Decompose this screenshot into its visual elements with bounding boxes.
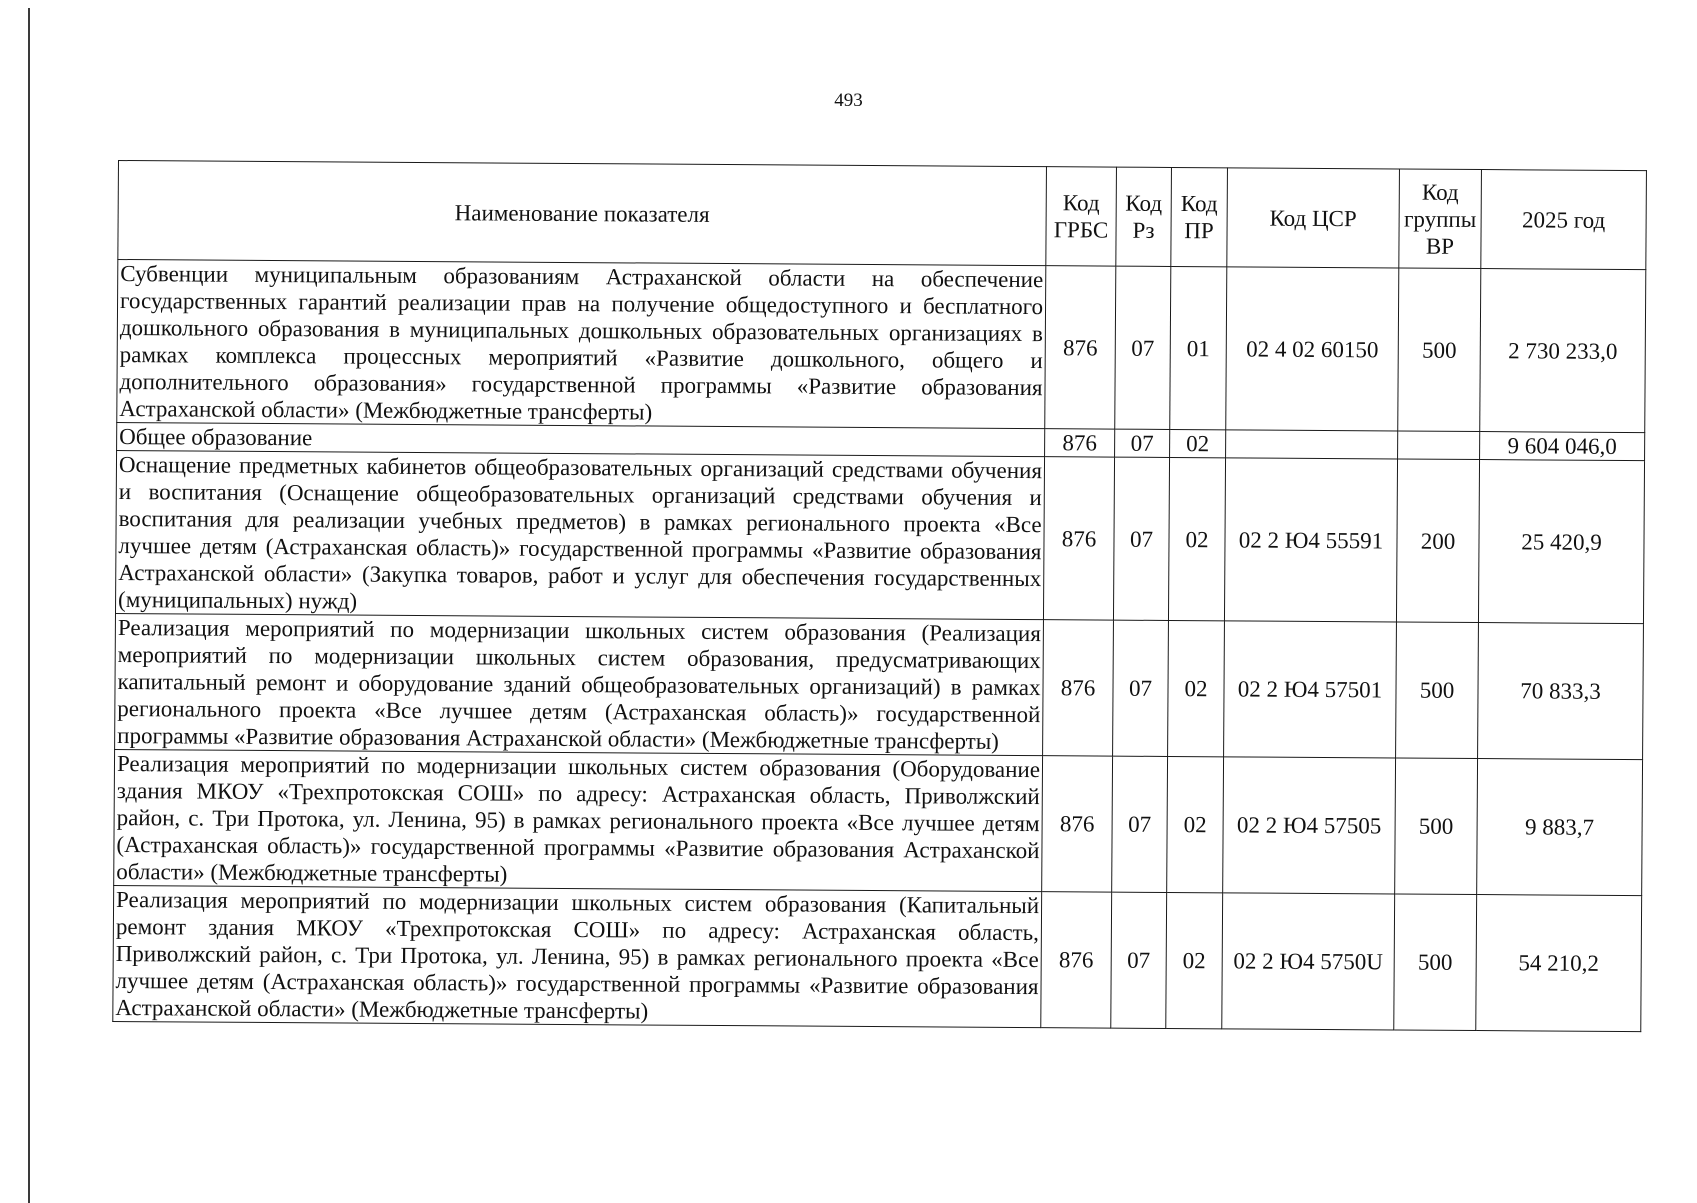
row-csr: 02 2 Ю4 55591 — [1224, 458, 1397, 622]
row-name: Реализация мероприятий по модернизации школьных систем образования (Капитальный ремонт здания МКОУ «Трехпротокская СОШ» по адресу: Астраханская область, Приволжский район, с. Три Протока, ул. Ленина, 95) в рамках регионального проекта «Все лучшее детям (Астраханская область)» государственной программы «Развитие образования Астраханской области» (Межбюджетные трансферты) — [113, 885, 1042, 1027]
row-grbs: 876 — [1042, 756, 1113, 892]
header-rz: Код Рз — [1116, 167, 1172, 266]
header-pr: Код ПР — [1171, 167, 1228, 266]
table-header-row — [118, 161, 1647, 270]
header-vr: Код группы ВР — [1399, 169, 1482, 269]
budget-table — [112, 160, 1647, 1032]
header-year: 2025 год — [1481, 170, 1647, 270]
row-grbs: 876 — [1045, 266, 1116, 429]
row-pr: 02 — [1166, 892, 1223, 1028]
row-grbs: 876 — [1043, 620, 1114, 756]
row-vr: 200 — [1396, 459, 1479, 623]
row-grbs: 876 — [1043, 457, 1114, 620]
row-rz: 07 — [1113, 457, 1169, 620]
row-csr: 02 2 Ю4 57501 — [1224, 621, 1397, 758]
row-vr: 500 — [1398, 268, 1481, 432]
row-pr: 02 — [1168, 457, 1225, 620]
header-grbs: Код ГРБС — [1046, 167, 1117, 266]
row-vr: 500 — [1395, 758, 1478, 895]
row-csr: 02 2 Ю4 57505 — [1223, 757, 1396, 894]
row-name: Общее образование — [117, 422, 1045, 456]
row-grbs: 876 — [1041, 892, 1112, 1028]
table-row — [114, 749, 1643, 895]
row-name: Оснащение предметных кабинетов общеобразовательных организаций средствами обучения и воспитания (Оснащение общеобразовательных организаций средствами обучения и воспитания для реализации учебных предметов) в рамках регионального проекта «Все лучшее детям (Астраханская область)» государственной программы «Развитие образования Астраханской области» (Закупка товаров, работ и услуг для обеспечения государственных (муниципальных) нужд) — [115, 450, 1044, 619]
table-row — [115, 450, 1644, 623]
row-pr: 01 — [1170, 266, 1227, 429]
row-csr: 02 2 Ю4 5750U — [1222, 893, 1395, 1030]
row-rz: 07 — [1115, 266, 1171, 429]
header-name: Наименование показателя — [118, 161, 1047, 266]
row-amount: 25 420,9 — [1478, 460, 1644, 624]
row-rz: 07 — [1112, 756, 1168, 892]
header-csr: Код ЦСР — [1227, 168, 1400, 268]
row-pr: 02 — [1170, 429, 1226, 457]
row-csr — [1226, 430, 1398, 459]
row-pr: 02 — [1168, 620, 1225, 756]
row-rz: 07 — [1111, 892, 1167, 1028]
row-name: Реализация мероприятий по модернизации школьных систем образования (Оборудование здания МКОУ «Трехпротокская СОШ» по адресу: Астраханская область, Приволжский район, с. Три Протока, ул. Ленина, 95) в рамках регионального проекта «Все лучшее детям (Астраханская область)» государственной программы «Развитие образования Астраханской области» (Межбюджетные трансферты) — [114, 749, 1043, 891]
row-pr: 02 — [1167, 756, 1224, 892]
row-amount: 9 604 046,0 — [1480, 432, 1645, 461]
table-row — [117, 260, 1646, 433]
table-row — [115, 613, 1644, 759]
row-grbs: 876 — [1045, 429, 1115, 457]
row-csr: 02 4 02 60150 — [1226, 267, 1399, 431]
row-vr — [1398, 431, 1480, 460]
page-number: 493 — [834, 90, 863, 111]
row-amount: 9 883,7 — [1477, 759, 1643, 896]
scan-edge-line — [28, 8, 30, 1203]
table-row — [113, 885, 1642, 1031]
row-amount: 54 210,2 — [1476, 895, 1642, 1032]
row-amount: 2 730 233,0 — [1480, 269, 1646, 433]
row-rz: 07 — [1115, 429, 1170, 457]
row-name: Реализация мероприятий по модернизации школьных систем образования (Реализация мероприятий по модернизации школьных систем образования, предусматривающих капитальный ремонт и оборудование зданий общеобразовательных организаций) в рамках регионального проекта «Все лучшее детям (Астраханская область)» государственной программы «Развитие образования Астраханской области» (Межбюджетные трансферты) — [115, 613, 1044, 755]
row-vr: 500 — [1394, 894, 1477, 1031]
row-amount: 70 833,3 — [1478, 623, 1644, 760]
row-rz: 07 — [1113, 620, 1169, 756]
row-vr: 500 — [1396, 622, 1479, 759]
row-name: Субвенции муниципальным образованиям Астраханской области на обеспечение государственных гарантий реализации прав на получение общедоступного и бесплатного дошкольного образования в муниципальных дошкольных образовательных организациях в рамках комплекса процессных мероприятий «Развитие дошкольного, общего и дополнительного образования» государственной программы «Развитие образования Астраханской области» (Межбюджетные трансферты) — [117, 260, 1046, 429]
